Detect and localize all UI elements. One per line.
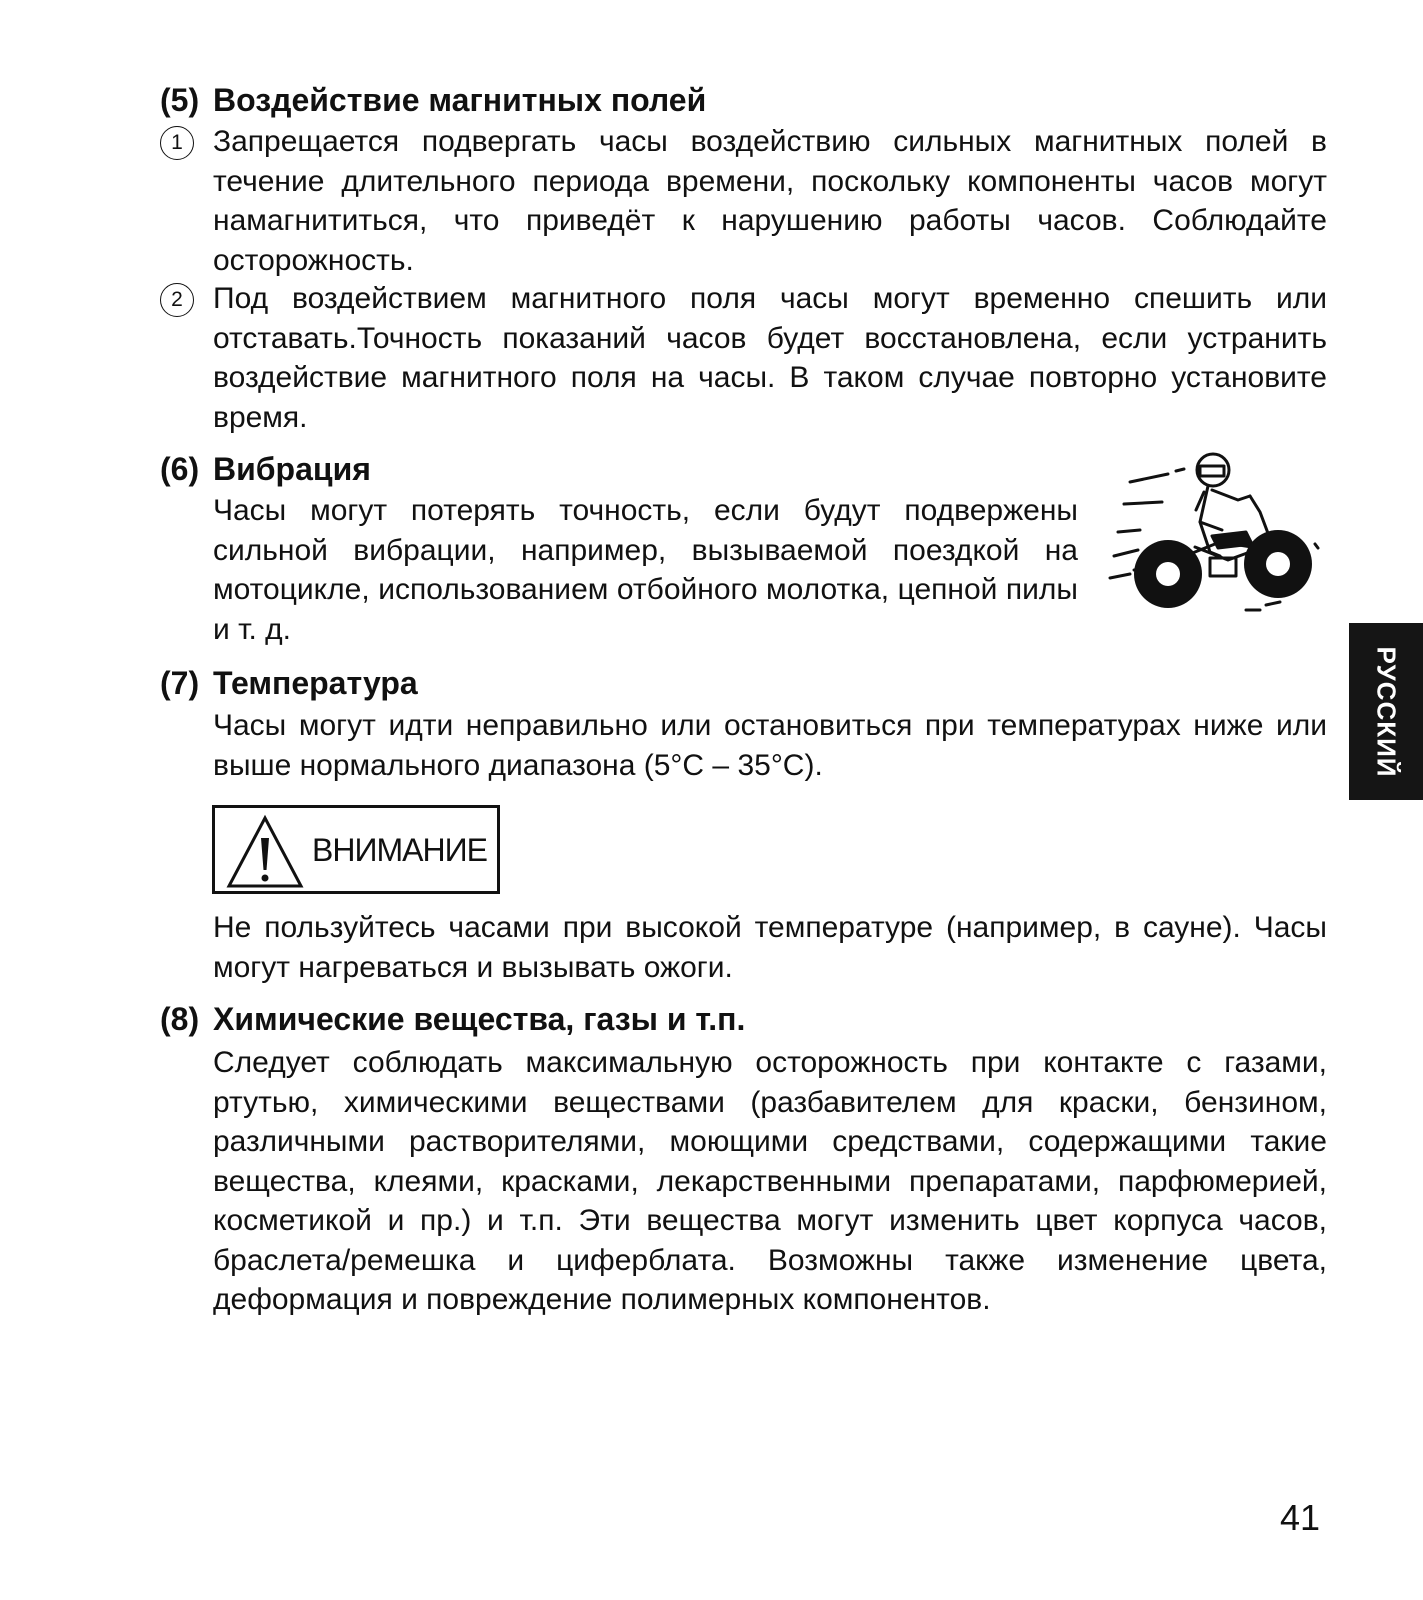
warning-triangle-icon [225,812,305,890]
section-number: (6) [160,451,200,487]
language-side-tab [1349,623,1423,800]
item-marker-2: 2 [160,283,194,317]
section-number: (5) [160,82,200,118]
item-marker-1: 1 [160,126,194,160]
section-5-item-2-text: Под воздействием магнитного поля часы могут временно спешить или отставать.Точность показаний часов будет восстановлена, если устранить воздействие магнитного поля на часы. В таком случае повторно установите время. [213,282,1327,434]
section-title: Температура [213,665,418,701]
section-title: Вибрация [213,451,371,487]
page-number: 41 [1280,1497,1321,1538]
language-tab-label: РУССКИЙ [1371,646,1402,777]
section-8-heading [160,999,745,1039]
section-title: Химические вещества, газы и т.п. [213,1001,746,1037]
caution-label: ВНИМАНИЕ [312,832,487,868]
section-6-text: Часы могут потерять точность, если будут подвержены сильной вибрации, например, вызываемой поездкой на мотоцикле, использованием отбойного молотка, цепной пилы и т. д. [213,494,1078,646]
section-7-text: Часы могут идти неправильно или остановиться при температурах ниже или выше нормального диапазона (5°C – 35°C). [213,709,1327,782]
section-number: (7) [160,665,200,701]
section-6-heading [160,449,371,489]
section-number: (8) [160,1001,200,1037]
section-5-heading [160,80,706,120]
caution-box [212,805,500,894]
section-title: Воздействие магнитных полей [213,82,707,118]
section-7-heading [160,663,418,703]
section-8-text: Следует соблюдать максимальную осторожность при контакте с газами, ртутью, химическими веществами (разбавителем для краски, бензином, различными растворителями, моющими средствами, содержащими такие вещества, клеями, красками, лекарственными препаратами, парфюмерией, косметикой и пр.) и т.п. Эти вещества могут изменить цвет корпуса часов, браслета/ремешка и циферблата. Возможны также изменение цвета, деформация и повреждение полимерных компонентов. [213,1046,1327,1316]
section-5-item-1-text: Запрещается подвергать часы воздействию сильных магнитных полей в течение длительного периода времени, поскольку компоненты часов могут намагнититься, что приведёт к нарушению работы часов. Соблюдайте осторожность. [213,125,1327,277]
motorcycle-rider-icon [1100,452,1325,632]
caution-text: Не пользуйтесь часами при высокой температуре (например, в сауне). Часы могут нагреваться и вызывать ожоги. [213,911,1327,984]
